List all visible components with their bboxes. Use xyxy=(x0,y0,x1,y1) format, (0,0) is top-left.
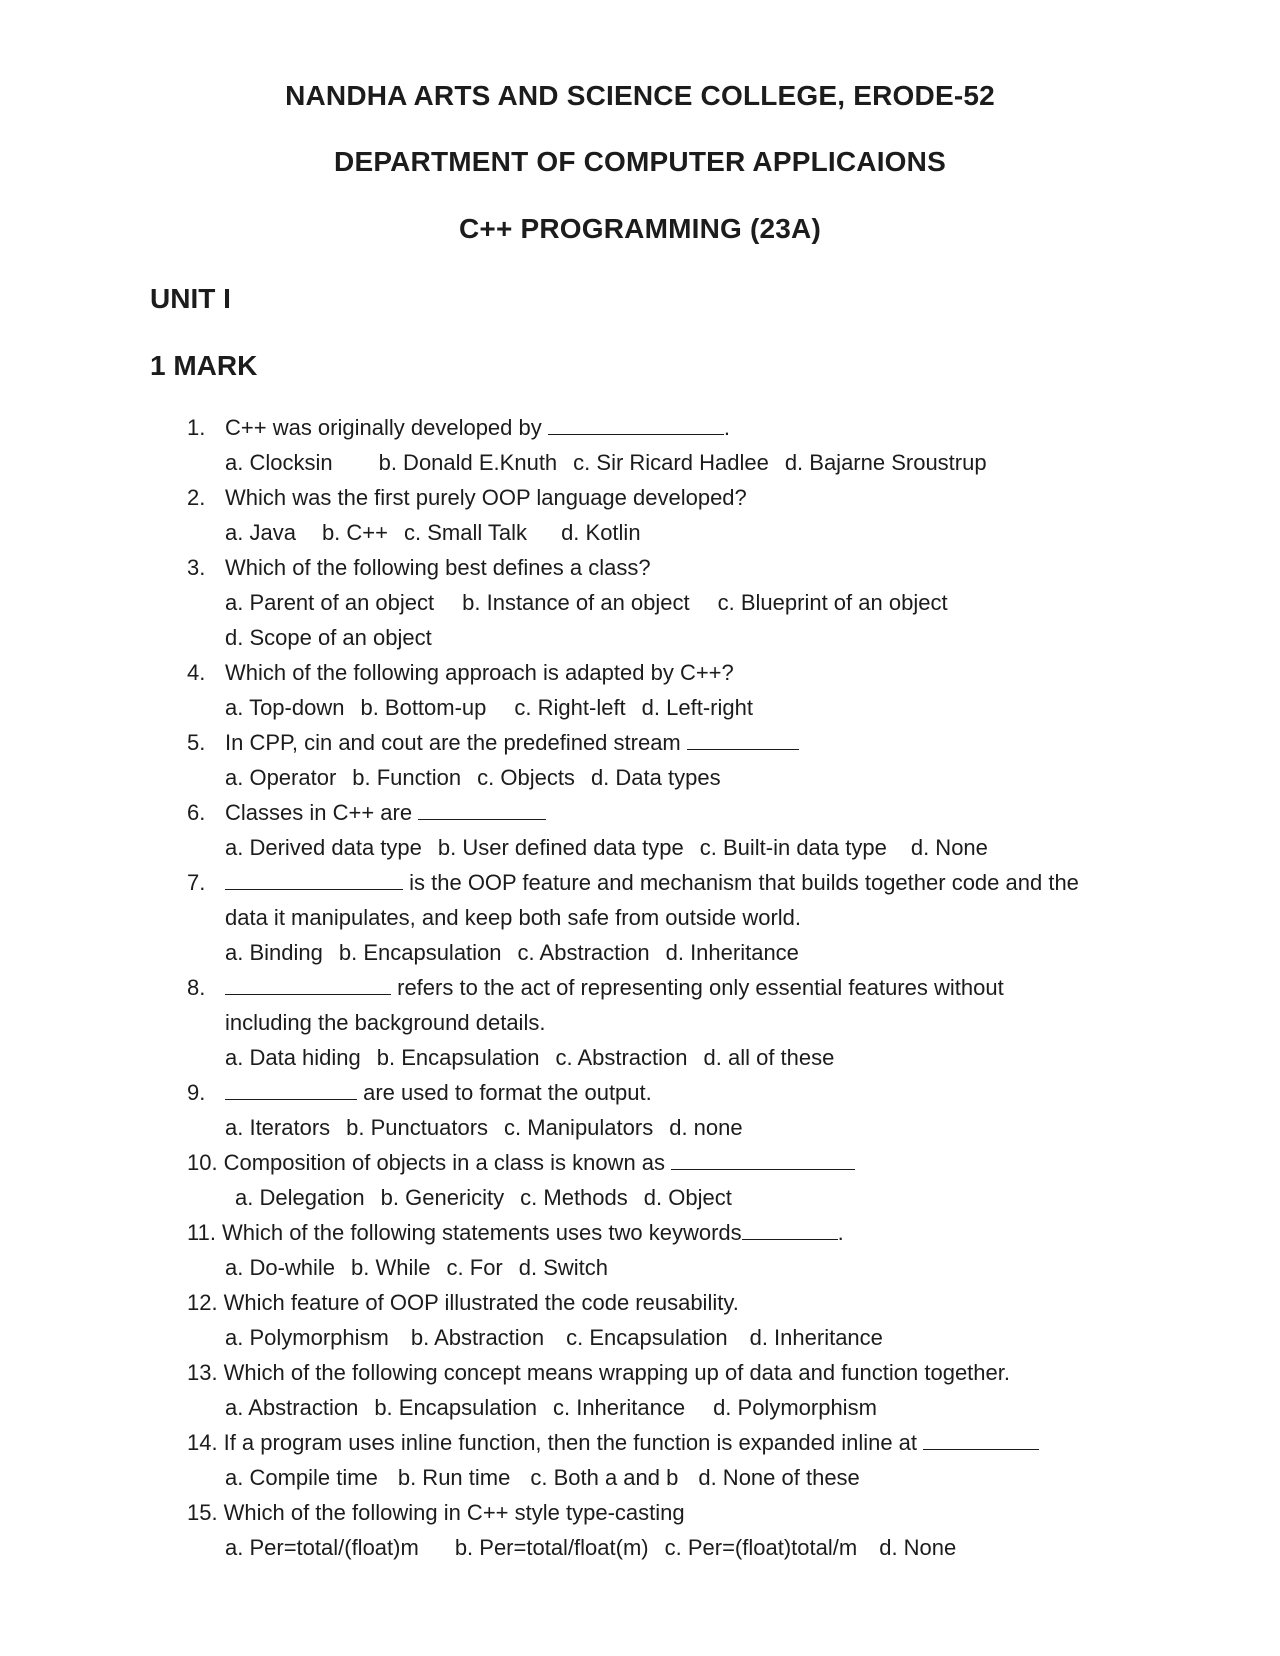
option: b. Abstraction xyxy=(410,1325,545,1350)
options-row xyxy=(187,585,1187,620)
options-row xyxy=(187,1040,1187,1075)
course-title: C++ PROGRAMMING (23A) xyxy=(458,213,822,244)
options-row xyxy=(187,1460,1187,1495)
question-text: Which feature of OOP illustrated the code reusability. xyxy=(223,1290,739,1315)
answer-blank xyxy=(923,1427,1039,1450)
answer-blank xyxy=(671,1147,855,1170)
question-text: If a program uses inline function, then the function is expanded inline at xyxy=(223,1430,918,1455)
option: b. Genericity xyxy=(380,1185,505,1210)
option: b. Per=total/float(m) xyxy=(454,1535,649,1560)
question-continuation: including the background details. xyxy=(225,1010,546,1035)
option: a. Java xyxy=(225,520,296,545)
options-row xyxy=(187,935,1187,970)
option: d. Inheritance xyxy=(749,1325,883,1350)
question-text: Classes in C++ are xyxy=(225,800,413,825)
option: d. Object xyxy=(643,1185,732,1210)
question-text: refers to the act of representing only essential features without xyxy=(397,975,1004,1000)
question-text: Which was the first purely OOP language developed? xyxy=(225,485,747,510)
answer-blank xyxy=(548,412,724,435)
option: a. Delegation xyxy=(235,1185,365,1210)
option: a. Binding xyxy=(225,940,323,965)
option: b. Encapsulation xyxy=(374,1395,537,1420)
question-text: Which of the following in C++ style type-casting xyxy=(223,1500,685,1525)
question-number: 15. xyxy=(187,1500,218,1525)
option: a. Clocksin xyxy=(225,450,333,475)
options-row xyxy=(187,515,1187,550)
option: b. Encapsulation xyxy=(338,940,502,965)
option: b. User defined data type xyxy=(437,835,684,860)
question xyxy=(187,1495,1187,1530)
question-text: Composition of objects in a class is known as xyxy=(223,1150,666,1175)
question-number: 7. xyxy=(187,870,206,895)
option: a. Operator xyxy=(225,765,337,790)
question-number: 3. xyxy=(187,555,206,580)
question-number: 13. xyxy=(187,1360,218,1385)
option: d. none xyxy=(669,1115,743,1140)
options-row xyxy=(187,1390,1187,1425)
option: c. Small Talk xyxy=(403,520,528,545)
answer-blank xyxy=(225,1077,357,1100)
option: a. Iterators xyxy=(225,1115,331,1140)
unit-heading: UNIT I xyxy=(150,283,231,314)
question-number: 10. xyxy=(187,1150,218,1175)
option: b. Encapsulation xyxy=(376,1045,540,1070)
options-row xyxy=(187,620,1187,655)
option: c. Inheritance xyxy=(552,1395,686,1420)
option: c. Methods xyxy=(520,1185,628,1210)
option: b. Instance of an object xyxy=(462,590,690,615)
answer-blank xyxy=(742,1217,838,1240)
option: b. C++ xyxy=(321,520,388,545)
option: d. Scope of an object xyxy=(225,625,432,650)
option: c. Objects xyxy=(477,765,575,790)
college-title: NANDHA ARTS AND SCIENCE COLLEGE, ERODE-52 xyxy=(285,80,995,111)
option: d. Inheritance xyxy=(665,940,799,965)
options-row xyxy=(187,1250,1187,1285)
option: b. Run time xyxy=(397,1465,511,1490)
options-row xyxy=(187,830,1187,865)
option: c. Sir Ricard Hadlee xyxy=(573,450,769,475)
answer-blank xyxy=(225,867,403,890)
question-list xyxy=(187,410,1187,1565)
option: d. None xyxy=(910,835,988,860)
option: c. Per=(float)total/m xyxy=(664,1535,858,1560)
options-row xyxy=(187,445,1187,480)
option: a. Do-while xyxy=(225,1255,336,1280)
option: a. Abstraction xyxy=(225,1395,359,1420)
option: d. Data types xyxy=(590,765,721,790)
question xyxy=(187,1285,1187,1320)
question xyxy=(187,480,1187,515)
option: c. Abstraction xyxy=(555,1045,688,1070)
question xyxy=(187,725,1187,760)
option: d. Polymorphism xyxy=(713,1395,877,1420)
question xyxy=(187,1425,1187,1460)
option: c. For xyxy=(446,1255,503,1280)
question xyxy=(187,1215,1187,1250)
question-text: Which of the following concept means wrapping up of data and function together. xyxy=(223,1360,1010,1385)
option: b. Punctuators xyxy=(346,1115,489,1140)
option: b. While xyxy=(351,1255,431,1280)
options-row xyxy=(187,1180,1187,1215)
option: d. Left-right xyxy=(641,695,753,720)
question-number: 8. xyxy=(187,975,206,1000)
marks-heading: 1 MARK xyxy=(150,350,258,381)
question xyxy=(187,655,1187,690)
question-number: 4. xyxy=(187,660,206,685)
option: d. Kotlin xyxy=(561,520,641,545)
option: c. Right-left xyxy=(514,695,626,720)
option: c. Abstraction xyxy=(517,940,650,965)
question-number: 5. xyxy=(187,730,206,755)
option: c. Blueprint of an object xyxy=(717,590,948,615)
question xyxy=(187,865,1187,900)
question-number: 1. xyxy=(187,415,206,440)
question-number: 14. xyxy=(187,1430,218,1455)
option: d. Bajarne Sroustrup xyxy=(784,450,987,475)
option: a. Top-down xyxy=(225,695,345,720)
option: a. Per=total/(float)m xyxy=(225,1535,419,1560)
option: c. Encapsulation xyxy=(566,1325,728,1350)
answer-blank xyxy=(225,972,391,995)
question xyxy=(187,970,1187,1005)
question-number: 11. xyxy=(187,1220,216,1245)
question-number: 9. xyxy=(187,1080,206,1105)
option: a. Parent of an object xyxy=(225,590,435,615)
question-number: 12. xyxy=(187,1290,218,1315)
option: d. None xyxy=(879,1535,957,1560)
question-tail: . xyxy=(723,415,730,440)
options-row xyxy=(187,1320,1187,1355)
question-text: Which of the following statements uses two keywords xyxy=(221,1220,742,1245)
option: b. Donald E.Knuth xyxy=(378,450,558,475)
option: b. Function xyxy=(352,765,462,790)
option: a. Compile time xyxy=(225,1465,378,1490)
question-text: Which of the following approach is adapted by C++? xyxy=(225,660,734,685)
department-title: DEPARTMENT OF COMPUTER APPLICAIONS xyxy=(334,146,946,177)
options-row xyxy=(187,690,1187,725)
option: c. Built-in data type xyxy=(699,835,887,860)
option: d. Switch xyxy=(518,1255,609,1280)
answer-blank xyxy=(687,727,799,750)
option: a. Data hiding xyxy=(225,1045,361,1070)
option: d. all of these xyxy=(703,1045,835,1070)
option: c. Manipulators xyxy=(504,1115,654,1140)
option: a. Derived data type xyxy=(225,835,422,860)
option: b. Bottom-up xyxy=(360,695,487,720)
question-text: Which of the following best defines a class? xyxy=(225,555,651,580)
question xyxy=(187,1355,1187,1390)
question-number: 6. xyxy=(187,800,206,825)
question-text: C++ was originally developed by xyxy=(225,415,542,440)
question xyxy=(187,410,1187,445)
options-row xyxy=(187,1530,1187,1565)
question-text: In CPP, cin and cout are the predefined stream xyxy=(225,730,681,755)
options-row xyxy=(187,760,1187,795)
question xyxy=(187,1075,1187,1110)
option: d. None of these xyxy=(698,1465,860,1490)
question xyxy=(187,795,1187,830)
question-tail: . xyxy=(837,1220,844,1245)
question-continuation: data it manipulates, and keep both safe from outside world. xyxy=(225,905,802,930)
option: a. Polymorphism xyxy=(225,1325,389,1350)
question-number: 2. xyxy=(187,485,206,510)
question xyxy=(187,550,1187,585)
option: c. Both a and b xyxy=(530,1465,679,1490)
question xyxy=(187,1145,1187,1180)
answer-blank xyxy=(418,797,546,820)
question-text: are used to format the output. xyxy=(363,1080,652,1105)
options-row xyxy=(187,1110,1187,1145)
question-text: is the OOP feature and mechanism that builds together code and the xyxy=(409,870,1079,895)
